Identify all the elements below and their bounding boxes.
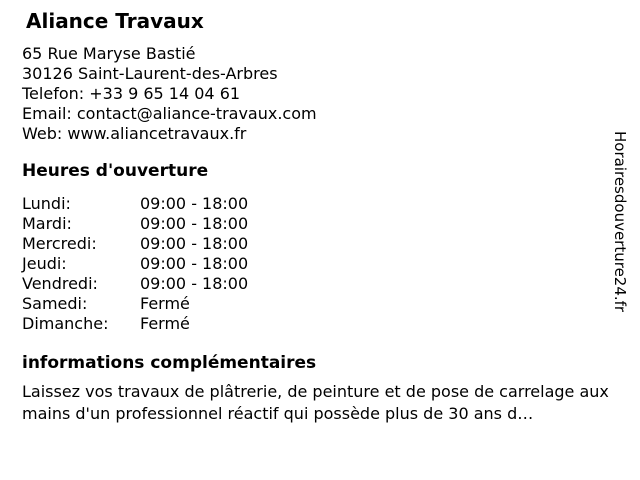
address-line-2: 30126 Saint-Laurent-des-Arbres [22,64,278,83]
hours-row-monday [22,194,248,214]
opening-hours-table [22,194,248,334]
day-label: Lundi: [22,194,71,213]
additional-info-text: Laissez vos travaux de plâtrerie, de peinture et de pose de carrelage aux mains d'un professionnel réactif qui possède plus de 30 ans d… [22,382,609,423]
hours-row-sunday [22,314,248,334]
phone-line [22,84,317,104]
email-value: contact@aliance-travaux.com [76,104,317,123]
contact-block [22,44,317,144]
email-label: Email: [22,104,72,123]
opening-hours-heading: Heures d'ouverture [22,161,209,181]
phone-label: Telefon: [22,84,85,103]
web-value: www.aliancetravaux.fr [67,124,247,143]
day-label: Mercredi: [22,234,97,253]
day-hours: Fermé [140,294,190,313]
day-label: Jeudi: [22,254,67,273]
hours-row-friday [22,274,248,294]
web-line [22,124,317,144]
day-hours: 09:00 - 18:00 [140,214,249,233]
site-watermark: Horairesdouverture24.fr [611,131,629,313]
web-label: Web: [22,124,63,143]
address-line-1: 65 Rue Maryse Bastié [22,44,196,63]
email-line [22,104,317,124]
phone-value: +33 9 65 14 04 61 [89,84,241,103]
day-label: Vendredi: [22,274,98,293]
hours-row-tuesday [22,214,248,234]
day-hours: 09:00 - 18:00 [140,234,249,253]
day-hours: 09:00 - 18:00 [140,254,249,273]
additional-info-heading: informations complémentaires [22,353,317,373]
day-hours: Fermé [140,314,190,333]
business-name: Aliance Travaux [26,9,204,33]
day-label: Samedi: [22,294,88,313]
day-label: Mardi: [22,214,72,233]
day-label: Dimanche: [22,314,109,333]
day-hours: 09:00 - 18:00 [140,194,249,213]
day-hours: 09:00 - 18:00 [140,274,249,293]
hours-row-saturday [22,294,248,314]
hours-row-thursday [22,254,248,274]
hours-row-wednesday [22,234,248,254]
